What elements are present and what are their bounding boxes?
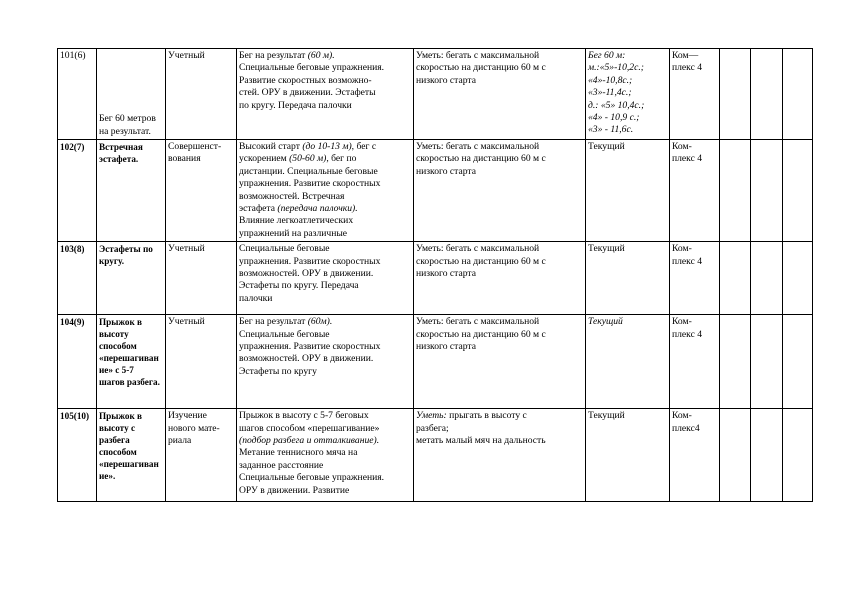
lesson-number: 103(8) [58, 242, 97, 315]
lesson-topic: Бег 60 метров на результат. [97, 49, 166, 140]
empty-cell [783, 140, 813, 242]
lesson-requirements: Уметь: бегать с максимальной скоростью на дистанцию 60 м с низкого старта [414, 140, 586, 242]
lesson-equipment: Ком- плекс4 [670, 409, 720, 502]
lesson-equipment: Ком- плекс 4 [670, 140, 720, 242]
lesson-equipment: Ком— плекс 4 [670, 49, 720, 140]
empty-cell [720, 49, 751, 140]
empty-cell [751, 315, 783, 409]
lesson-number: 102(7) [58, 140, 97, 242]
lesson-content: Прыжок в высоту с 5-7 беговых шагов способом «перешагивание» (подбор разбега и отталкивание). Метание теннисного мяча на заданное расстояние Специальные беговые упражнения. ОРУ в движении. Развитие [237, 409, 414, 502]
lesson-topic: Встречная эстафета. [97, 140, 166, 242]
table-row [58, 242, 813, 315]
lesson-control: Бег 60 м: м.:«5»-10,2с.; «4»-10,8с.; «3»-11,4с.; д.: «5» 10,4с.; «4» - 10,9 с.; «3» - 11,6с. [586, 49, 670, 140]
lesson-control: Текущий [586, 409, 670, 502]
lesson-requirements: Уметь: бегать с максимальной скоростью на дистанцию 60 м с низкого старта [414, 49, 586, 140]
lesson-content: Специальные беговые упражнения. Развитие скоростных возможностей. ОРУ в движении. Эстафеты по кругу. Передача палочки [237, 242, 414, 315]
lesson-plan-table [57, 48, 813, 502]
empty-cell [720, 140, 751, 242]
lesson-type: Учетный [166, 242, 237, 315]
lesson-requirements: Уметь: бегать с максимальной скоростью на дистанцию 60 м с низкого старта [414, 242, 586, 315]
lesson-equipment: Ком- плекс 4 [670, 242, 720, 315]
empty-cell [720, 242, 751, 315]
lesson-control: Текущий [586, 315, 670, 409]
lesson-requirements: Уметь: бегать с максимальной скоростью на дистанцию 60 м с низкого старта [414, 315, 586, 409]
lesson-topic: Прыжок в высоту способом «перешагиван ие» с 5-7 шагов разбега. [97, 315, 166, 409]
lesson-type: Совершенст- вования [166, 140, 237, 242]
table-row [58, 140, 813, 242]
lesson-number: 105(10) [58, 409, 97, 502]
empty-cell [783, 49, 813, 140]
lesson-control: Текущий [586, 140, 670, 242]
lesson-number: 101(6) [58, 49, 97, 140]
lesson-requirements: Уметь: прыгать в высоту с разбега; метать малый мяч на дальность [414, 409, 586, 502]
lesson-control: Текущий [586, 242, 670, 315]
empty-cell [720, 315, 751, 409]
empty-cell [783, 409, 813, 502]
empty-cell [783, 242, 813, 315]
lesson-topic: Прыжок в высоту с разбега способом «перешагиван ие». [97, 409, 166, 502]
empty-cell [720, 409, 751, 502]
lesson-number: 104(9) [58, 315, 97, 409]
table-row [58, 315, 813, 409]
lesson-type: Изучение нового мате- риала [166, 409, 237, 502]
table-row [58, 409, 813, 502]
lesson-content: Бег на результат (60м). Специальные беговые упражнения. Развитие скоростных возможностей. ОРУ в движении. Эстафеты по кругу [237, 315, 414, 409]
lesson-content: Высокий старт (до 10-13 м), бег с ускорением (50-60 м), бег по дистанции. Специальные беговые упражнения. Развитие скоростных возможностей. Встречная эстафета (передача палочки). Влияние легкоатлетических упражнений на различные [237, 140, 414, 242]
empty-cell [783, 315, 813, 409]
lesson-topic: Эстафеты по кругу. [97, 242, 166, 315]
lesson-content: Бег на результат (60 м). Специальные беговые упражнения. Развитие скоростных возможно- стей. ОРУ в движении. Эстафеты по кругу. Передача палочки [237, 49, 414, 140]
lesson-type: Учетный [166, 49, 237, 140]
lesson-equipment: Ком- плекс 4 [670, 315, 720, 409]
empty-cell [751, 49, 783, 140]
table-row [58, 49, 813, 140]
lesson-type: Учетный [166, 315, 237, 409]
empty-cell [751, 242, 783, 315]
empty-cell [751, 140, 783, 242]
empty-cell [751, 409, 783, 502]
